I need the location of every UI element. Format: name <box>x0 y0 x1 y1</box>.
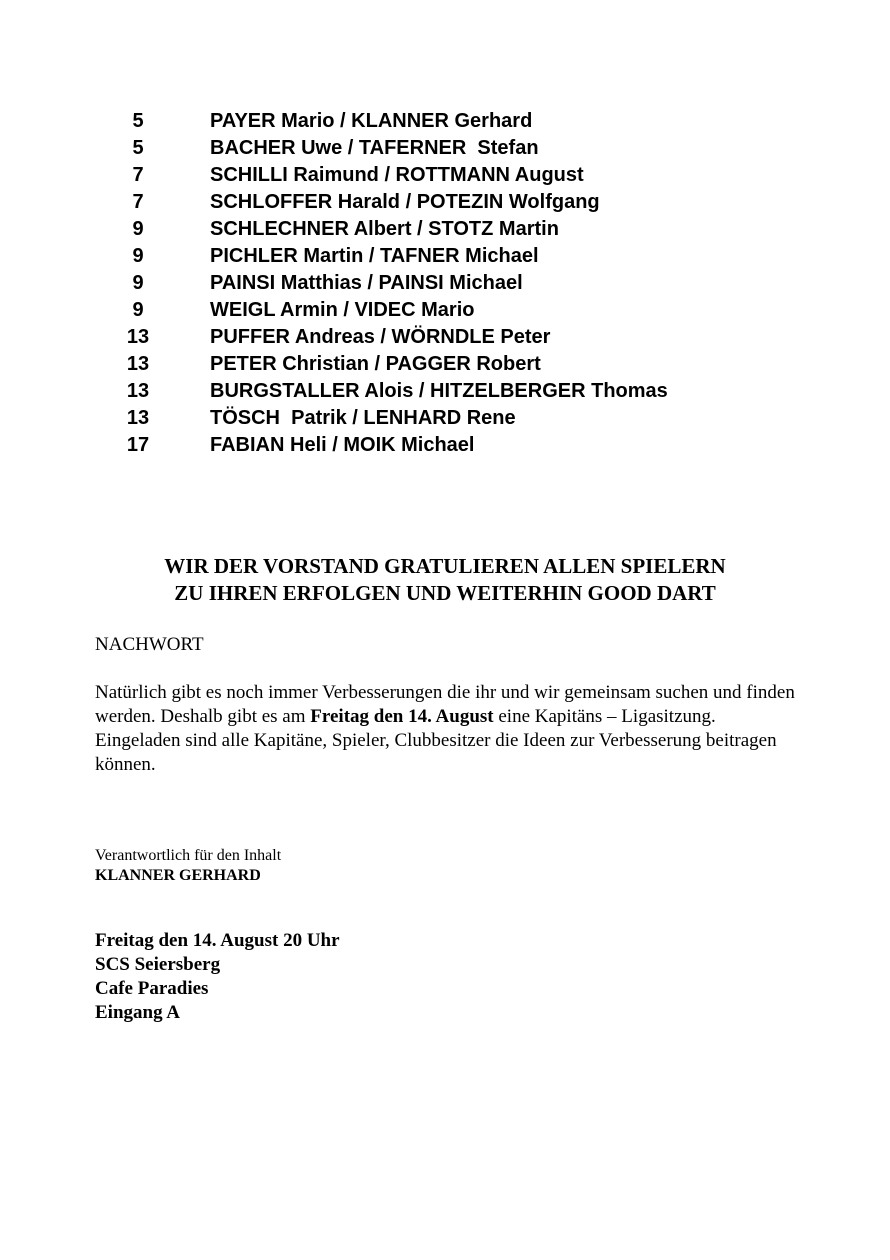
event-entrance: Eingang A <box>95 1002 181 1023</box>
ranking-list <box>0 108 890 459</box>
responsible-name: KLANNER GERHARD <box>95 867 261 884</box>
nachwort-paragraph-1 <box>95 681 825 729</box>
player-pair: WEIGL Armin / VIDEC Mario <box>210 299 475 321</box>
rank-number: 17 <box>126 434 150 456</box>
congrats-line-2: ZU IHREN ERFOLGEN UND WEITERHIN GOOD DART <box>174 581 716 605</box>
congrats-line-1: WIR DER VORSTAND GRATULIEREN ALLEN SPIELERN <box>164 554 726 578</box>
rank-number: 7 <box>132 164 144 186</box>
responsible-label: Verantwortlich für den Inhalt <box>95 847 282 864</box>
player-pair: FABIAN Heli / MOIK Michael <box>210 434 475 456</box>
rank-number: 9 <box>132 272 144 294</box>
ranking-row <box>0 216 890 243</box>
paragraph-1-text-start: Natürlich gibt es noch immer Verbesserungen die ihr und wir gemeinsam suchen und finden werden. Deshalb gibt es am <box>95 682 795 727</box>
ranking-row <box>0 243 890 270</box>
ranking-row <box>0 135 890 162</box>
nachwort-body <box>95 681 825 777</box>
ranking-row <box>0 297 890 324</box>
event-venue: Cafe Paradies <box>95 978 209 999</box>
rank-number: 13 <box>126 353 150 375</box>
rank-number: 13 <box>126 326 150 348</box>
nachwort-paragraph-2: Eingeladen sind alle Kapitäne, Spieler, Clubbesitzer die Ideen zur Verbesserung beitragen können. <box>95 730 777 775</box>
rank-number: 9 <box>132 218 144 240</box>
ranking-row <box>0 189 890 216</box>
player-pair: PICHLER Martin / TAFNER Michael <box>210 245 539 267</box>
player-pair: PAYER Mario / KLANNER Gerhard <box>210 110 533 132</box>
player-pair: SCHLOFFER Harald / POTEZIN Wolfgang <box>210 191 600 213</box>
rank-number: 9 <box>132 299 144 321</box>
congratulation-heading <box>0 553 890 607</box>
player-pair: PETER Christian / PAGGER Robert <box>210 353 541 375</box>
event-date: Freitag den 14. August 20 Uhr <box>95 930 340 951</box>
player-pair: PUFFER Andreas / WÖRNDLE Peter <box>210 326 551 348</box>
rank-number: 5 <box>132 137 144 159</box>
rank-number: 7 <box>132 191 144 213</box>
event-place: SCS Seiersberg <box>95 954 221 975</box>
rank-number: 5 <box>132 110 144 132</box>
player-pair: BACHER Uwe / TAFERNER Stefan <box>210 137 539 159</box>
ranking-row <box>0 378 890 405</box>
ranking-row <box>0 324 890 351</box>
ranking-row <box>0 162 890 189</box>
ranking-row <box>0 432 890 459</box>
rank-number: 13 <box>126 407 150 429</box>
paragraph-1-text-end: eine Kapitäns – Ligasitzung. <box>493 706 716 727</box>
player-pair: BURGSTALLER Alois / HITZELBERGER Thomas <box>210 380 668 402</box>
ranking-row <box>0 270 890 297</box>
rank-number: 13 <box>126 380 150 402</box>
nachwort-heading: NACHWORT <box>95 634 204 655</box>
ranking-row <box>0 405 890 432</box>
player-pair: TÖSCH Patrik / LENHARD Rene <box>210 407 516 429</box>
player-pair: SCHILLI Raimund / ROTTMANN August <box>210 164 584 186</box>
player-pair: SCHLECHNER Albert / STOTZ Martin <box>210 218 559 240</box>
ranking-row <box>0 351 890 378</box>
event-details <box>95 929 340 1025</box>
player-pair: PAINSI Matthias / PAINSI Michael <box>210 272 523 294</box>
rank-number: 9 <box>132 245 144 267</box>
meeting-date-emphasis: Freitag den 14. August <box>310 706 494 727</box>
ranking-row <box>0 108 890 135</box>
